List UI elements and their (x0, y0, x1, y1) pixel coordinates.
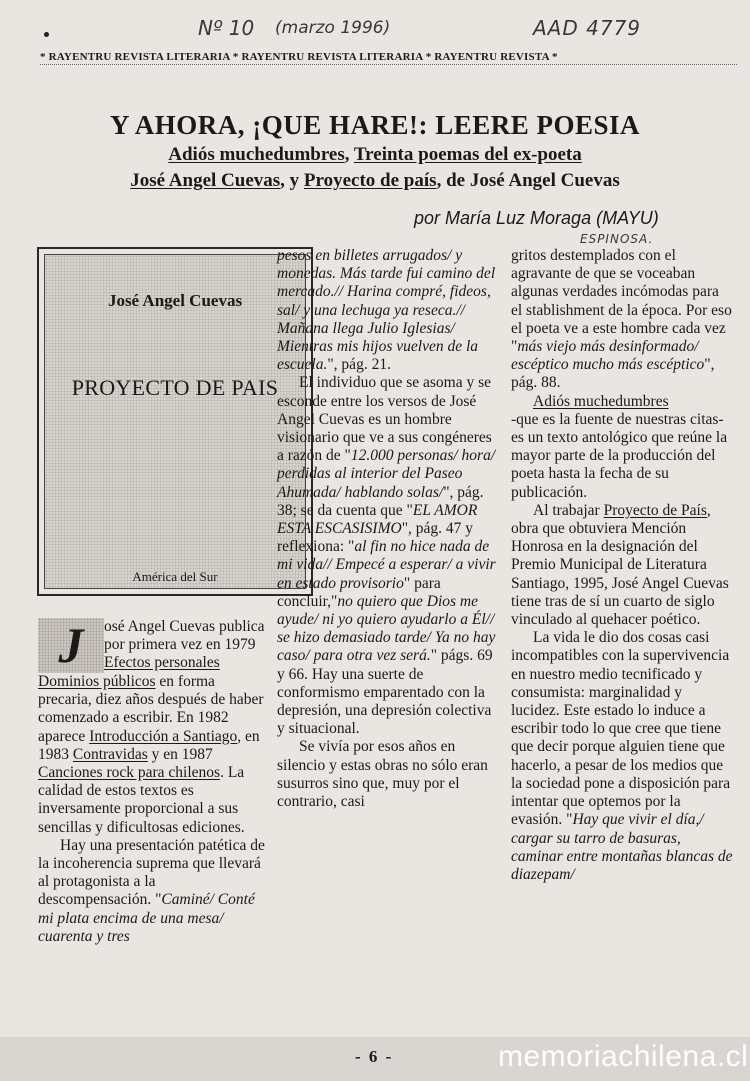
poem-quote: pesos en billetes arrugados/ y monedas. Más tarde fui camino del mercado.// Harina compré, fideos, sal/ y una lechuga ya reseca.// Mañana llega Julio Iglesias/ Mientras mis hijos vuelven de la escuela. (277, 247, 496, 374)
book-cover-publisher: América del Sur (132, 569, 218, 584)
book-title-contravidas: Contravidas (72, 745, 148, 763)
paragraph (511, 247, 733, 393)
paragraph (38, 837, 266, 946)
article-title: Y AHORA, ¡QUE HARE!: LEERE POESIA (109, 110, 641, 140)
paragraph: Se vivía por esos años en silencio y estas obras no sólo eran susurros sino que, muy por el contrario, casi (277, 738, 488, 811)
poem-quote: más viejo más desinformado/ escéptico mucho más escéptico (511, 338, 705, 374)
paragraph (277, 374, 501, 738)
book-title-treinta: Treinta poemas del ex-poeta (353, 144, 582, 165)
handwritten-catalog-code: AAD 4779 (533, 16, 642, 40)
poem-quote: al fin no hice nada de mi vida// Empecé a esperar/ a vivir en estado provisorio (277, 538, 496, 592)
citation: ", pág. 88. (511, 356, 715, 392)
book-title-canciones: Canciones rock para chilenos (38, 764, 221, 782)
book-title-efectos: Efectos personales (104, 654, 220, 672)
poem-quote: 12.000 personas/ hora/ perdidas al interior del Paseo Ahumada/ hablando solas/ (277, 447, 496, 501)
text-run: Al trabajar (533, 501, 604, 519)
handwritten-date: (marzo 1996) (275, 18, 391, 38)
paragraph (277, 247, 501, 374)
text-run: Hay una presentación patética de la incoherencia suprema que llevará al protagonista a la descompensación. " (38, 836, 265, 909)
text-run: y en 1987 (147, 745, 213, 763)
citation: " para concluir," (277, 574, 441, 610)
citation: ", pág. 21. (327, 356, 391, 374)
text-run: , en 1983 (38, 727, 260, 763)
citation: " págs. 69 y 66. Hay una suerte de conformismo emparentado con la depresión, una depresión colectiva y situacional. (277, 647, 493, 738)
poem-quote: no quiero que Dios me ayude/ ni yo quiero ayudarlo a Él// se hizo demasiado tarde/ Ya no hay caso/ para otra vez será. (277, 592, 496, 665)
handwritten-issue-number: Nº 10 (198, 16, 255, 40)
article-subtitle-line1 (0, 144, 750, 166)
text-run: en forma precaria, diez años después de haber comenzado a escribir. En 1982 aparece (38, 673, 264, 745)
book-title-adios: Adiós muchedumbres (533, 392, 669, 410)
text-run: gritos destemplados con el agravante de que se voceaban algunas verdades incómodas para el stablishment de la época. Por eso el poeta ve a este hombre cada vez " (511, 247, 732, 356)
column1-body (38, 673, 266, 946)
handwritten-surname: ESPINOSA. (580, 232, 654, 246)
subtitle-separator: , (344, 144, 354, 165)
text-run: , obra que obtuviera Mención Honrosa en la designación del Premio Municipal de Literatura Santiago, 1995, José Angel Cuevas tiene tras de sí un cuarto de siglo vinculado al quehacer poético. (511, 501, 729, 629)
ink-dot (44, 32, 49, 37)
subtitle-author: José Angel Cuevas (130, 170, 281, 191)
book-title-dominios: Dominios públicos (38, 673, 156, 690)
page-number: - 6 - (355, 1047, 394, 1066)
citation: ", pág. 47 y reflexiona: " (277, 520, 474, 556)
book-cover-image (37, 247, 313, 596)
poem-quote: EL AMOR ESTA ESCASISIMO (277, 501, 478, 538)
citation: ", pág. 38; se da cuenta que " (277, 483, 484, 519)
byline: por María Luz Moraga (MAYU) (414, 208, 659, 228)
book-cover-author: José Angel Cuevas (107, 291, 243, 310)
paragraph (511, 629, 733, 884)
book-cover-title: PROYECTO DE PAIS (71, 375, 279, 400)
watermark: memoriachilena.cl (498, 1040, 749, 1073)
book-title-proyecto: Proyecto de país (303, 170, 437, 191)
paragraph (38, 673, 266, 837)
paragraph: -que es la fuente de nuestras citas- es un texto antológico que reúne la mayor parte de la producción del poeta hasta la fecha de su publicación. (511, 410, 728, 501)
column3-body (511, 247, 733, 884)
text-run: osé Angel Cuevas publica por primera vez en 1979 (104, 618, 265, 654)
poem-quote: Hay que vivir el día,/ cargar su tarro de basuras, caminar entre montañas blancas de diazepam/ (511, 811, 733, 883)
drop-cap: J (38, 618, 104, 673)
book-cover-panel (44, 254, 306, 589)
poem-quote: Caminé/ Conté mi plata encima de una mesa/ cuarenta y tres (38, 891, 255, 945)
article-subtitle-line2 (0, 170, 750, 192)
subtitle-tail: , de José Angel Cuevas (436, 170, 620, 191)
book-title-proyecto: Proyecto de País (603, 501, 707, 519)
magazine-banner: * RAYENTRU REVISTA LITERARIA * RAYENTRU REVISTA LITERARIA * RAYENTRU REVISTA * (40, 50, 737, 65)
text-run: La vida le dio dos cosas casi incompatibles con la supervivencia en nuestro medio tecnificado y consumista: marginalidad y lucidez. Este estado lo induce a escribir todo lo que cree que tiene que decir porque alguien tiene que hacerlo, a pesar de los medios que la sociedad pone a disposición para intentar que optemos por la evasión. " (511, 629, 731, 829)
column2-body (277, 247, 501, 811)
subtitle-separator: , y (280, 170, 304, 191)
text-run: . La calidad de estos textos es inversamente proporcional a sus sencillas y dificultosas ediciones. (38, 764, 245, 836)
text-run: El individuo que se asoma y se esconde entre los versos de José Angel Cuevas es un hombre visionario que ve a sus congéneres a razón de " (277, 374, 492, 465)
paragraph (511, 393, 733, 411)
book-title-adios: Adiós muchedumbres (168, 144, 345, 165)
paragraph (511, 502, 733, 629)
column1-opening (104, 618, 266, 673)
book-title-introduccion: Introducción a Santiago (89, 727, 238, 745)
